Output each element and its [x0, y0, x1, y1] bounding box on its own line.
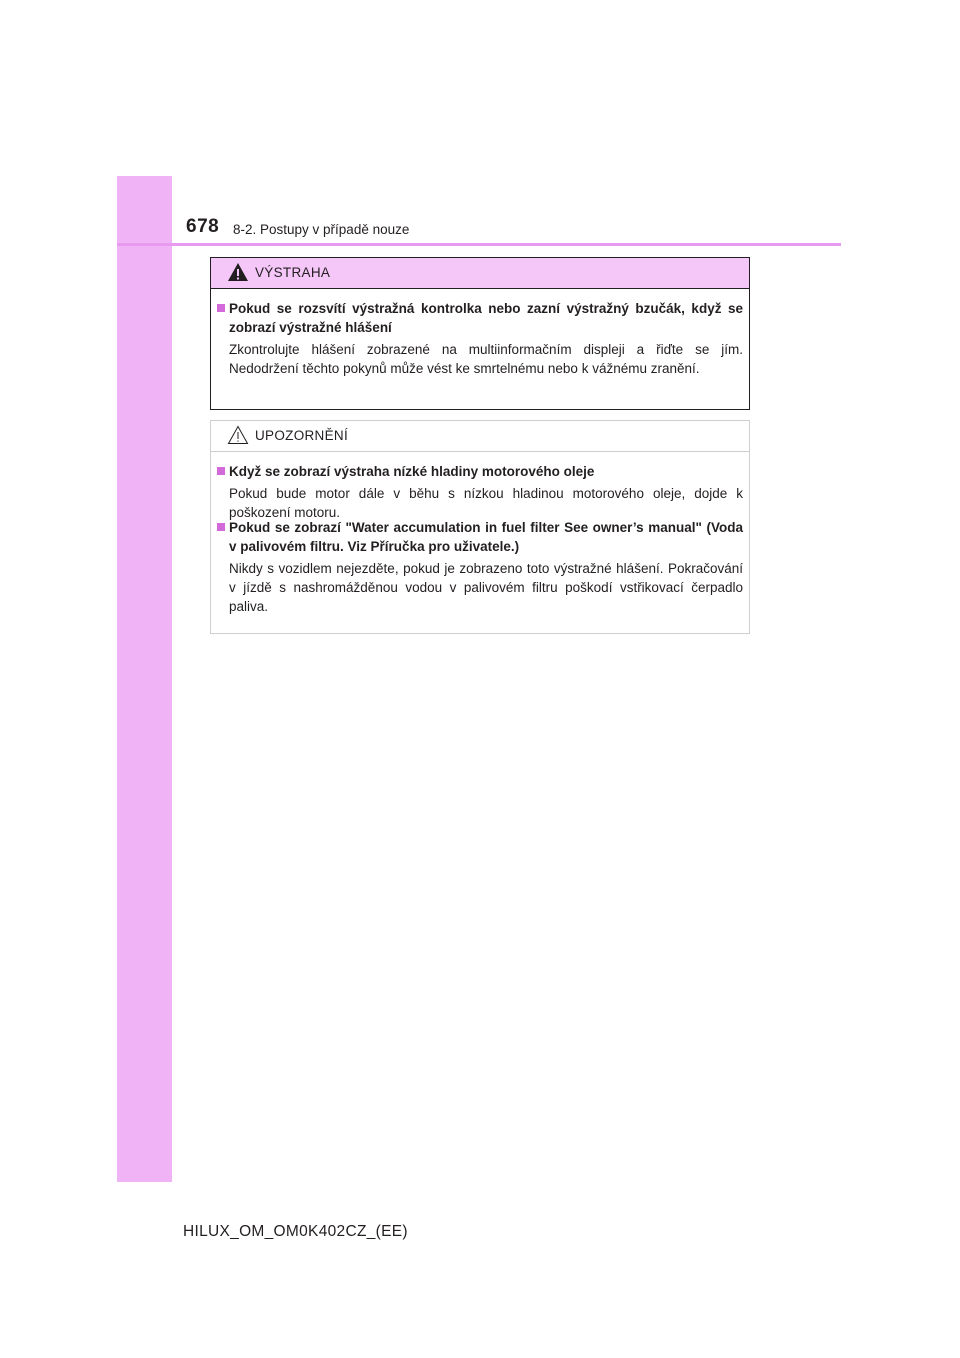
- document-code: HILUX_OM_OM0K402CZ_(EE): [183, 1223, 408, 1240]
- caution-item-body: Pokud bude motor dále v běhu s nízkou hladinou motorového oleje, dojde k poškození motoru.: [229, 486, 743, 520]
- square-bullet-icon: [217, 523, 225, 531]
- square-bullet-icon: [217, 304, 225, 312]
- warning-triangle-icon: [227, 262, 249, 282]
- side-chapter-tab: [117, 176, 172, 1182]
- header-rule: [117, 243, 841, 246]
- warning-item: [217, 299, 743, 378]
- caution-item: [217, 518, 743, 616]
- caution-item-body: Nikdy s vozidlem nejezděte, pokud je zobrazeno toto výstražné hlášení. Pokračování v jízdě s nashromážděnou vodou v palivovém filtru poškodí vstřikovací čerpadlo paliva.: [229, 561, 743, 614]
- caution-box-header: [211, 421, 749, 452]
- caution-item-title: Když se zobrazí výstraha nízké hladiny motorového oleje: [217, 462, 743, 481]
- warning-label: VÝSTRAHA: [255, 265, 331, 280]
- caution-item-title: Pokud se zobrazí "Water accumulation in fuel filter See owner’s manual" (Voda v palivovém filtru. Viz Příručka pro uživatele.): [217, 518, 743, 556]
- warning-item-body: Zkontrolujte hlášení zobrazené na multiinformačním displeji a řiďte se jím. Nedodržení těchto pokynů může vést ke smrtelnému nebo k vážnému zranění.: [229, 342, 743, 376]
- caution-item: [217, 462, 743, 522]
- caution-triangle-outline-icon: [227, 425, 249, 445]
- warning-box: [210, 257, 750, 410]
- caution-label: UPOZORNĚNÍ: [255, 428, 349, 443]
- warning-box-header: [211, 258, 749, 289]
- warning-item-title: Pokud se rozsvítí výstražná kontrolka nebo zazní výstražný bzučák, když se zobrazí výstražné hlášení: [217, 299, 743, 337]
- caution-box: [210, 420, 750, 634]
- section-title: 8-2. Postupy v případě nouze: [233, 222, 410, 237]
- square-bullet-icon: [217, 467, 225, 475]
- page-number: 678: [186, 216, 220, 237]
